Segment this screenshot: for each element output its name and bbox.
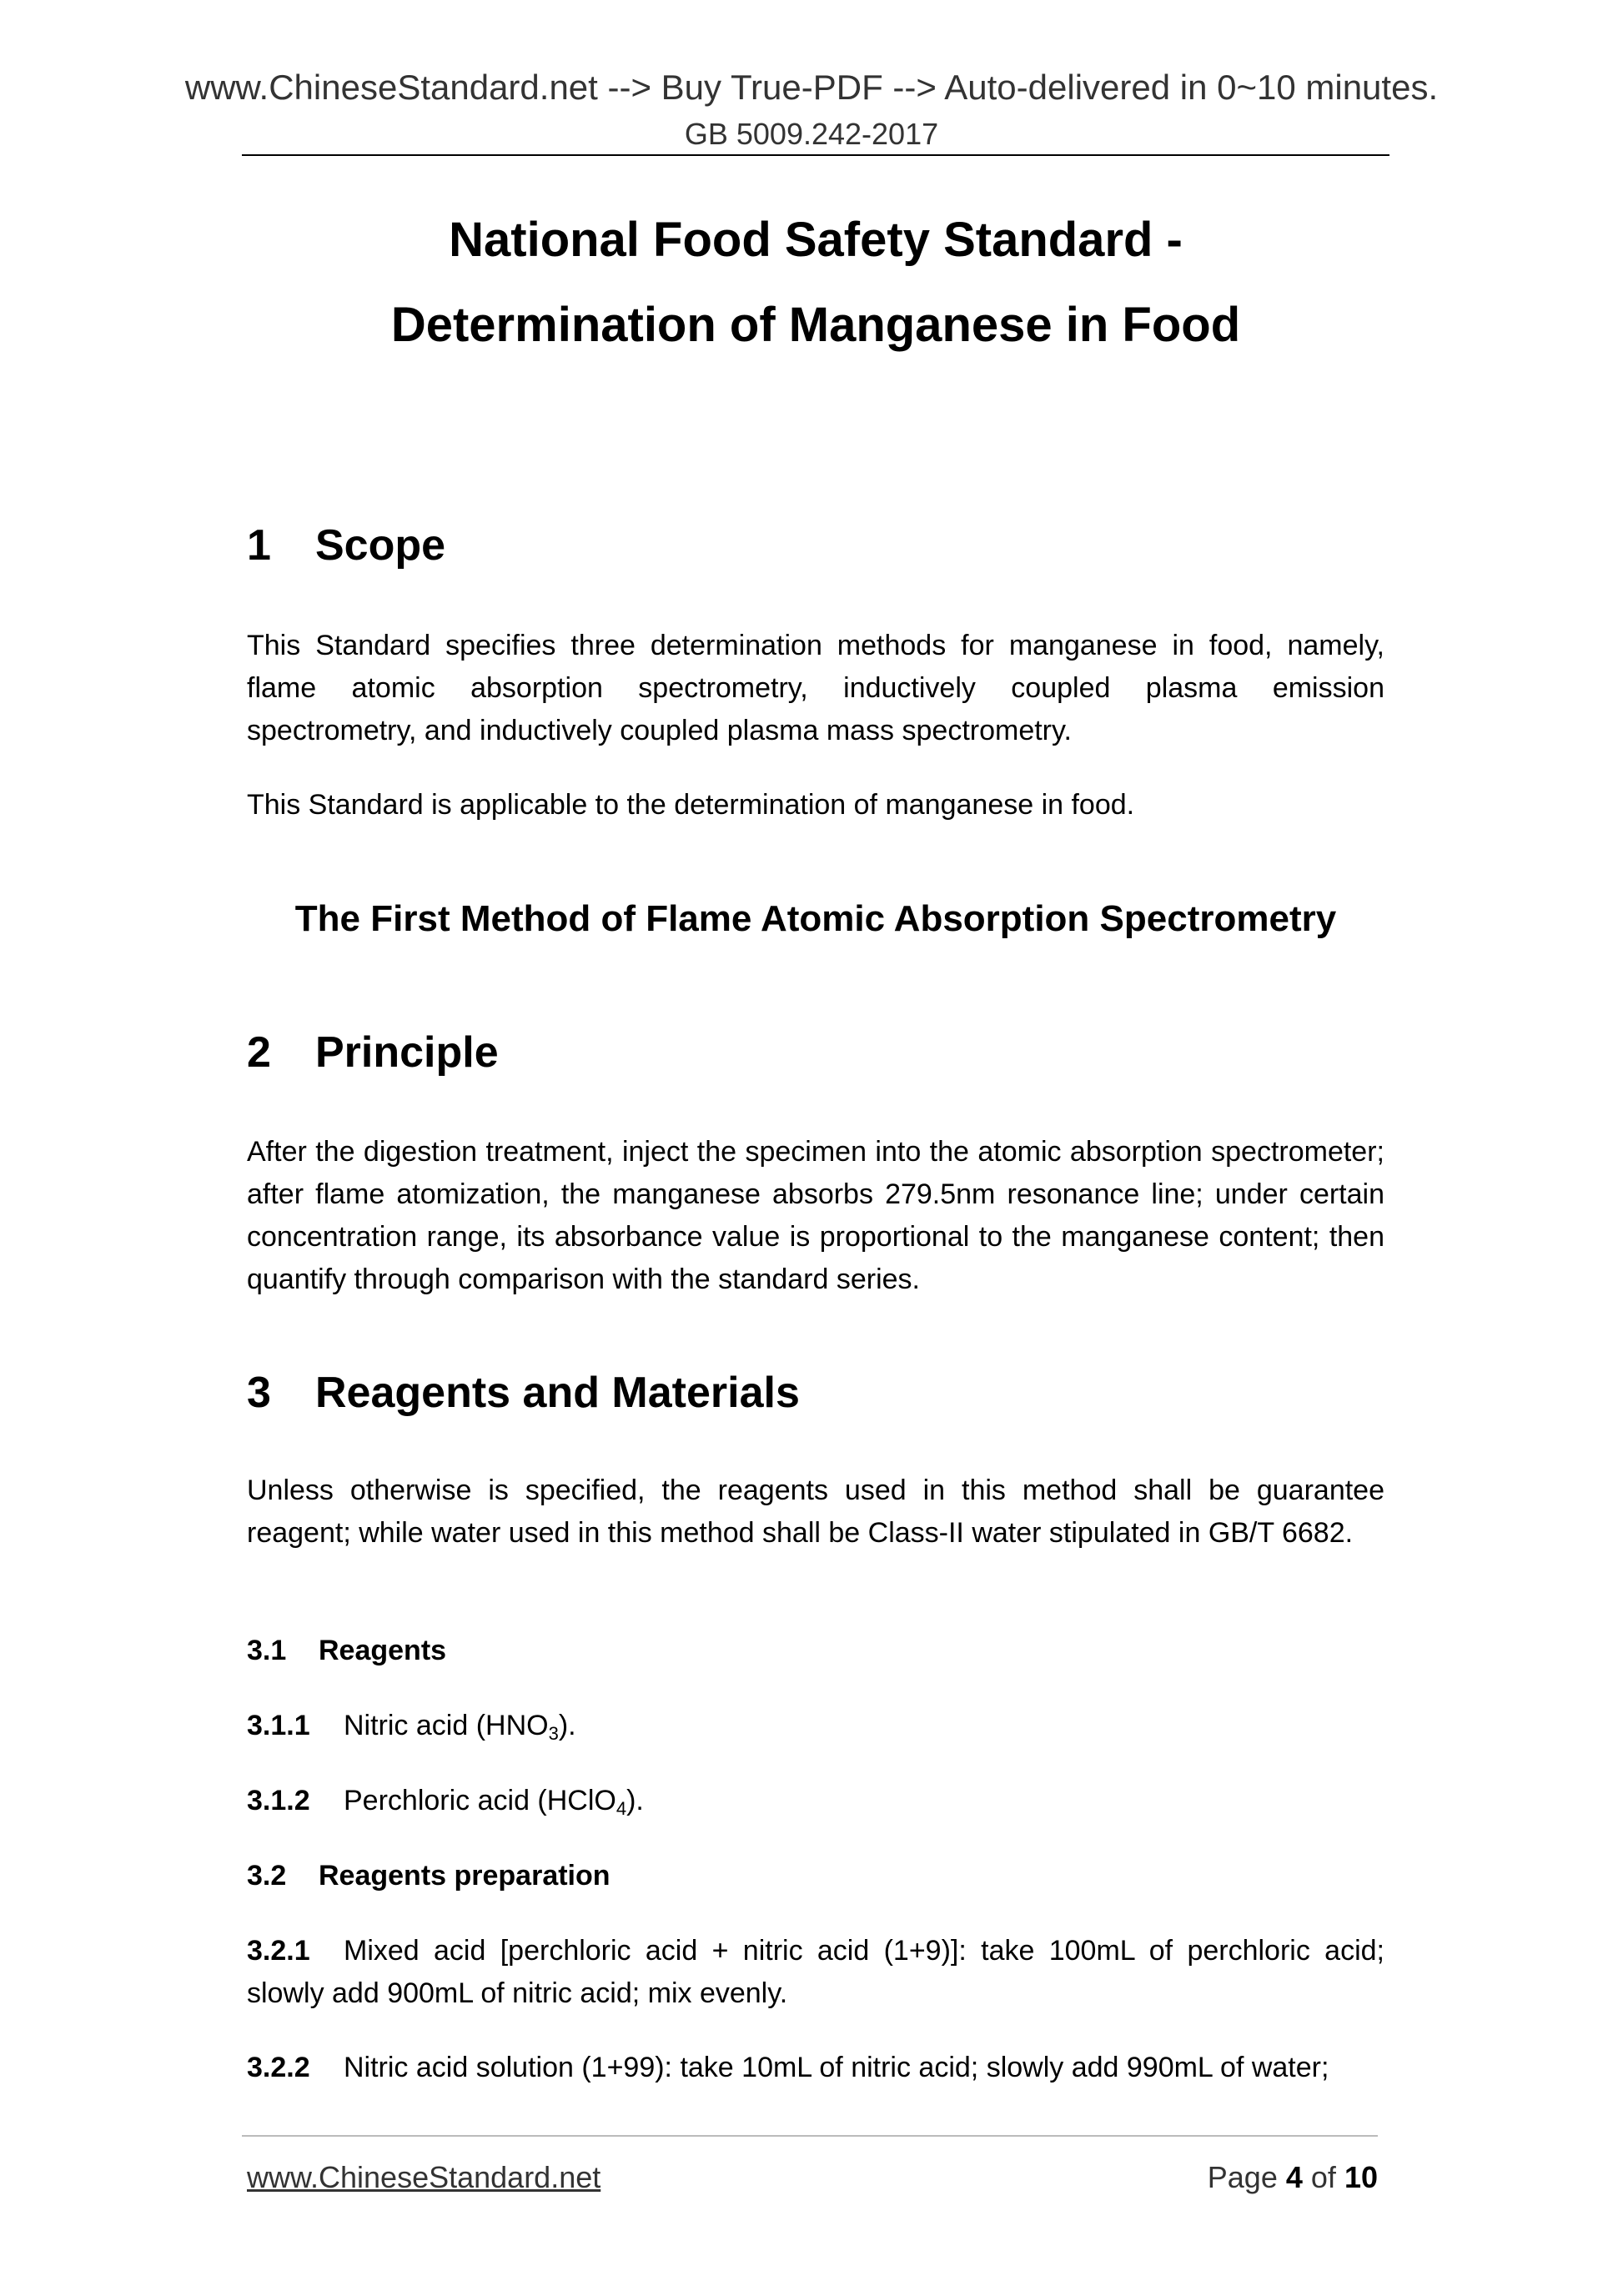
section-heading-reagents-materials: [247, 1368, 800, 1418]
scope-paragraph-1-line-3: spectrometry, and inductively coupled plasma mass spectrometry.: [247, 715, 1072, 746]
scope-paragraph-1-line-2: flame atomic absorption spectrometry, inductively coupled plasma emission: [247, 672, 1384, 704]
item-text: Mixed acid [perchloric acid + nitric acid (1+9)]: take 100mL of perchloric acid; slowly add 900mL of nitric acid; mix evenly.: [247, 1935, 1384, 2009]
section-number: 2: [247, 1028, 271, 1077]
site-banner: www.ChineseStandard.net --> Buy True-PDF --> Auto-delivered in 0~10 minutes.: [184, 68, 1439, 107]
subsection-title: Reagents preparation: [319, 1860, 611, 1892]
page-current: 4: [1285, 2160, 1303, 2194]
reagents-intro-paragraph: Unless otherwise is specified, the reagents used in this method shall be guarantee reagent; while water used in this method shall be Class-II water stipulated in GB/T 6682.: [247, 1475, 1384, 1549]
item-subscript: 4: [616, 1798, 627, 1819]
subsection-heading-reagents-preparation: [247, 1857, 611, 1894]
page-of-label: of: [1310, 2160, 1336, 2194]
footer-website-link[interactable]: www.ChineseStandard.net: [247, 2160, 601, 2194]
subsection-heading-reagents: [247, 1632, 446, 1669]
subsection-number: 3.1: [247, 1635, 287, 1666]
principle-paragraph: After the digestion treatment, inject the specimen into the atomic absorption spectrometer; after flame atomization, the manganese absorbs 279.5nm resonance line; under certain concentration range, its absorbance value is proportional to the manganese content; then quantify through comparison with the standard series.: [247, 1136, 1384, 1295]
standard-code: GB 5009.242-2017: [684, 117, 939, 151]
section-title: Principle: [315, 1028, 499, 1077]
section-title: Scope: [315, 521, 446, 570]
subsection-number: 3.2: [247, 1860, 287, 1892]
page-label: Page: [1207, 2160, 1278, 2194]
item-text: Perchloric acid (HClO: [344, 1785, 616, 1816]
page-indicator: [1208, 2160, 1378, 2195]
page-total: 10: [1344, 2160, 1378, 2194]
item-number: 3.2.1: [247, 1935, 310, 1967]
section-heading-scope: [247, 520, 445, 570]
section-number: 3: [247, 1369, 271, 1417]
item-text: Nitric acid (HNO: [344, 1710, 549, 1741]
reagent-item-nitric-acid: [247, 1705, 1384, 1747]
preparation-item-nitric-acid-solution: [247, 2047, 1384, 2089]
item-subscript: 3: [548, 1723, 559, 1744]
subsection-title: Reagents: [319, 1635, 447, 1666]
preparation-item-mixed-acid: [247, 1930, 1384, 2015]
footer-divider: [242, 2135, 1378, 2137]
item-text: Nitric acid solution (1+99): take 10mL of nitric acid; slowly add 990mL of water;: [344, 2052, 1329, 2083]
item-number: 3.1.2: [247, 1785, 310, 1816]
item-number: 3.1.1: [247, 1710, 310, 1741]
document-title-line-1: National Food Safety Standard -: [449, 213, 1183, 267]
item-number: 3.2.2: [247, 2052, 310, 2083]
section-title: Reagents and Materials: [315, 1369, 800, 1417]
scope-paragraph-1-line-1: This Standard specifies three determination methods for manganese in food, namely,: [247, 630, 1384, 661]
item-text-tail: ).: [626, 1785, 644, 1816]
section-number: 1: [247, 521, 271, 570]
item-text-tail: ).: [558, 1710, 576, 1741]
reagent-item-perchloric-acid: [247, 1780, 1384, 1822]
document-title-line-2: Determination of Manganese in Food: [390, 298, 1241, 352]
method-title: The First Method of Flame Atomic Absorption Spectrometry: [294, 898, 1337, 939]
header-divider: [242, 154, 1389, 156]
section-heading-principle: [247, 1027, 499, 1078]
scope-paragraph-2: This Standard is applicable to the determination of manganese in food.: [247, 789, 1135, 821]
